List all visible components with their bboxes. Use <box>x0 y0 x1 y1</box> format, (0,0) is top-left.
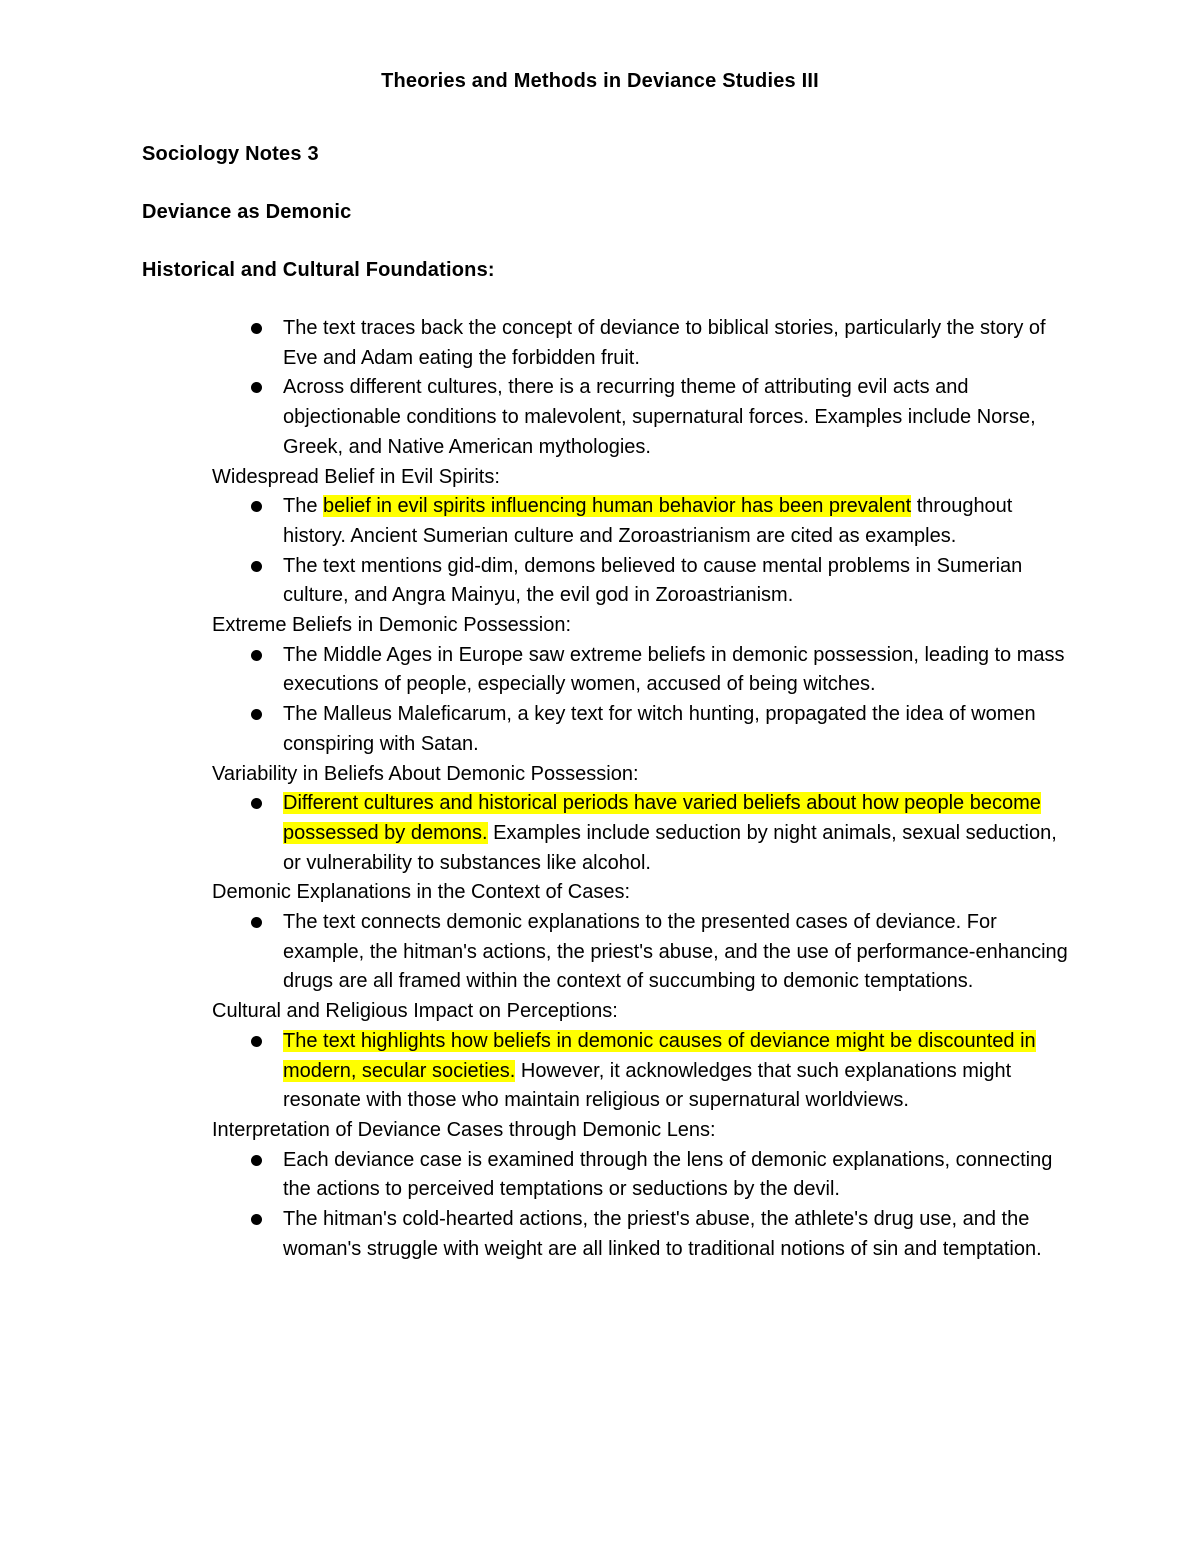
bullet-icon <box>251 917 262 928</box>
bullet-icon <box>251 382 262 393</box>
bullet-icon <box>251 1155 262 1166</box>
bullet-icon <box>251 650 262 661</box>
bullet-icon <box>251 798 262 809</box>
section-list <box>0 908 1200 997</box>
section-label: Interpretation of Deviance Cases through Demonic Lens: <box>212 1118 716 1141</box>
list-item <box>283 552 1073 611</box>
list-item <box>283 700 1073 759</box>
section-list <box>0 1027 1200 1116</box>
section-label: Variability in Beliefs About Demonic Possession: <box>212 762 639 785</box>
list-item <box>283 641 1073 700</box>
bullet-icon <box>251 1036 262 1047</box>
list-item <box>283 789 1073 878</box>
section-label: Cultural and Religious Impact on Perceptions: <box>212 1000 618 1023</box>
section-list <box>0 641 1200 760</box>
bullet-icon <box>251 323 262 334</box>
list-item <box>283 314 1073 373</box>
bullet-text-post: However, it acknowledges that such explanations might resonate with those who maintain religious or supernatural worldviews. <box>283 1059 1012 1112</box>
bullet-text: The text connects demonic explanations to the presented cases of deviance. For example, the hitman's actions, the priest's abuse, and the use of performance-enhancing drugs are all framed within the context of succumbing to demonic temptations. <box>283 911 1068 993</box>
bullet-icon <box>251 709 262 720</box>
foundations-list <box>0 314 1200 463</box>
list-item <box>283 1027 1073 1116</box>
topic-heading: Deviance as Demonic <box>142 201 352 223</box>
bullet-text-pre: The <box>283 495 324 518</box>
bullet-icon <box>251 561 262 572</box>
bullet-text: Across different cultures, there is a recurring theme of attributing evil acts and objectionable conditions to malevolent, supernatural forces. Examples include Norse, Greek, and Native American mythologies. <box>283 376 1036 458</box>
section-list <box>0 1146 1200 1265</box>
list-item <box>283 1146 1073 1205</box>
document-title: Theories and Methods in Deviance Studies III <box>381 70 819 92</box>
bullet-text-post: Examples include seduction by night animals, sexual seduction, or vulnerability to substances like alcohol. <box>283 821 1057 874</box>
highlighted-text: Different cultures and historical periods have varied beliefs about how people become possessed by demons. <box>283 792 1041 844</box>
list-item <box>283 908 1073 997</box>
highlighted-text: The text highlights how beliefs in demonic causes of deviance might be discounted in modern, secular societies. <box>283 1029 1036 1082</box>
bullet-text: Each deviance case is examined through the lens of demonic explanations, connecting the actions to perceived temptations or seductions by the devil. <box>283 1148 1053 1201</box>
bullet-icon <box>251 1214 262 1225</box>
notes-body <box>0 314 1200 1264</box>
bullet-text-post: throughout history. Ancient Sumerian culture and Zoroastrianism are cited as examples. <box>283 495 1013 547</box>
highlighted-text: belief in evil spirits influencing human behavior has been prevalent <box>323 495 912 518</box>
bullet-icon <box>251 501 262 512</box>
bullet-text: The Malleus Maleficarum, a key text for witch hunting, propagated the idea of women conspiring with Satan. <box>283 703 1036 755</box>
list-item <box>283 1205 1073 1264</box>
section-label: Extreme Beliefs in Demonic Possession: <box>212 614 572 637</box>
section-heading: Historical and Cultural Foundations: <box>142 259 495 281</box>
list-item <box>283 492 1073 551</box>
bullet-text: The hitman's cold-hearted actions, the priest's abuse, the athlete's drug use, and the woman's struggle with weight are all linked to traditional notions of sin and temptation. <box>283 1208 1042 1260</box>
bullet-text: The text mentions gid-dim, demons believed to cause mental problems in Sumerian culture, and Angra Mainyu, the evil god in Zoroastrianism. <box>283 554 1023 607</box>
section-label: Demonic Explanations in the Context of Cases: <box>212 881 630 904</box>
section-list <box>0 789 1200 878</box>
notes-subtitle: Sociology Notes 3 <box>142 143 319 165</box>
bullet-text: The text traces back the concept of deviance to biblical stories, particularly the story of Eve and Adam eating the forbidden fruit. <box>283 317 1046 369</box>
bullet-text: The Middle Ages in Europe saw extreme beliefs in demonic possession, leading to mass executions of people, especially women, accused of being witches. <box>283 643 1065 696</box>
list-item <box>283 373 1073 462</box>
section-list <box>0 492 1200 611</box>
section-label: Widespread Belief in Evil Spirits: <box>212 465 500 488</box>
